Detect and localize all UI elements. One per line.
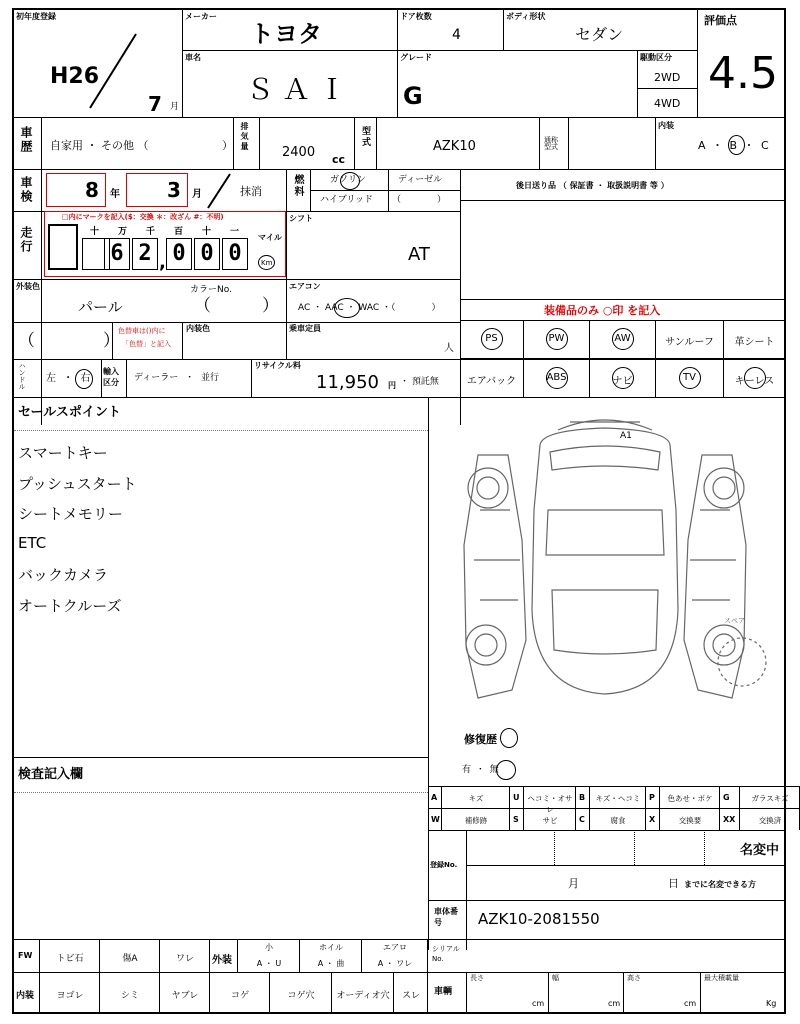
grade-label: グレード	[400, 53, 432, 62]
inspection-slash	[204, 172, 234, 210]
handle-value: 左 ・ 右	[46, 373, 91, 384]
color-no-label: カラーNo.	[190, 285, 232, 295]
ext-sub-opts: A ・ 曲	[317, 959, 345, 968]
legend-code: XX	[723, 815, 736, 824]
repair-value: 有 ・ 無	[462, 765, 499, 775]
legend-desc: 補修跡	[464, 816, 488, 825]
exterior-check-row	[14, 939, 428, 973]
inspection-month-unit: 月	[192, 189, 202, 200]
disp-value: 2400	[282, 145, 316, 160]
car-diagram	[430, 400, 784, 700]
odometer	[82, 224, 256, 273]
legend-desc: ヘコミ・オサレ	[527, 794, 573, 814]
dimensions-label: 車輌	[434, 987, 453, 997]
equipment-circle	[546, 367, 568, 389]
fuel-label: 燃料	[292, 174, 303, 198]
equipment-item: キーレス	[734, 376, 775, 387]
equipment-item: ナビ	[612, 376, 633, 387]
inspection-year-unit: 年	[110, 189, 120, 200]
reg-month: 7	[148, 92, 162, 116]
legend-desc: 交換済	[758, 816, 782, 825]
odo-unit-label: 十	[90, 227, 100, 237]
ext-item: ワレ	[175, 954, 194, 964]
odo-unit-label: 百	[174, 227, 184, 237]
repair-none-circle	[496, 760, 516, 780]
vin-value: AZK10-2081550	[478, 910, 600, 928]
history-label: 車歴	[19, 126, 33, 154]
era-year: H26	[50, 64, 100, 89]
maker-label: メーカー	[185, 12, 217, 21]
ext-label: 外装	[212, 955, 232, 966]
equipment-cell	[460, 320, 524, 359]
legend-desc: 腐食	[610, 816, 626, 825]
odo-digit: 0	[194, 238, 220, 270]
legend-code: C	[579, 815, 585, 824]
ext-item: 傷A	[122, 954, 138, 964]
legend-code: W	[431, 815, 440, 824]
legend-code: S	[513, 815, 519, 824]
interior-grade-circle	[728, 135, 745, 155]
legend-desc: キズ	[468, 794, 484, 803]
aircon-label: エアコン	[289, 282, 321, 291]
disp-label: 排気量	[240, 122, 249, 152]
odo-digit: 2	[132, 238, 158, 270]
equipment-circle	[612, 328, 634, 350]
int-item: オーディオ穴	[336, 991, 390, 1001]
equipment-circle	[481, 328, 503, 350]
weight-label: 最大積載量	[704, 974, 739, 982]
equipment-cell	[524, 359, 590, 398]
ext-sub-opts: A ・ ワレ	[377, 959, 413, 968]
legend-code: U	[513, 793, 520, 802]
repair-mark-circle	[500, 728, 518, 748]
equipment-item: 革シート	[734, 337, 775, 348]
recycle-label: リサイクル料	[254, 361, 301, 370]
registration-deadline: までに名変できる方	[684, 880, 756, 889]
red-note-1: 色替車は()内に	[118, 327, 166, 335]
damage-mark: A1	[620, 431, 632, 441]
legend-grid	[428, 786, 789, 830]
width-unit: cm	[608, 999, 621, 1008]
recycle-unit: 円	[388, 381, 396, 390]
equipment-item: サンルーフ	[665, 337, 714, 348]
equipment-item: PS	[485, 333, 498, 344]
dimensions-row	[428, 972, 786, 1014]
legend-code: X	[649, 815, 656, 824]
sales-points-list	[14, 442, 428, 752]
fuel-gasoline: ガソリン	[330, 175, 367, 185]
grade-value: G	[403, 82, 423, 110]
int-item: コゲ穴	[287, 991, 315, 1001]
inspection-month: 3	[167, 178, 181, 202]
equipment-grid	[460, 320, 786, 398]
name-value: ＳＡＩ	[246, 73, 355, 106]
legend-code: B	[579, 793, 586, 802]
registration-day-unit: 日	[668, 877, 679, 890]
auction-sheet	[12, 8, 789, 1014]
sales-points-rule	[14, 430, 428, 431]
height-unit: cm	[684, 999, 697, 1008]
int-item: スレ	[401, 991, 420, 1001]
odo-digit: 0	[222, 238, 248, 270]
doors-value: 4	[452, 27, 461, 43]
body-label: ボディ形状	[506, 12, 546, 21]
sales-points-title: セールスポイント	[18, 405, 121, 420]
aircon-value: AC ・ AAC ・ WAC ・（ ）	[298, 303, 441, 313]
legend-desc: ガラスキズ	[751, 794, 789, 803]
reg-month-unit: 月	[170, 102, 180, 112]
odo-digit: 0	[166, 238, 192, 270]
shift-value: AT	[408, 244, 430, 265]
sales-point-item: シートメモリー	[18, 505, 123, 523]
equipment-item: PW	[548, 333, 565, 344]
maker-value: トヨタ	[250, 20, 322, 48]
registration-month-unit: 月	[568, 877, 579, 890]
equipment-title: 装備品のみ ○印 を記入	[544, 304, 661, 317]
legend-desc: 色あせ・ボケ	[667, 794, 713, 803]
equipment-circle	[679, 367, 701, 389]
legend-desc: 交換要	[678, 816, 702, 825]
model-value: AZK10	[433, 139, 476, 154]
mile-label: マイル	[258, 233, 282, 242]
odo-unit-label: 一	[230, 227, 240, 237]
aircon-circle	[334, 298, 360, 318]
sales-point-item: スマートキー	[18, 444, 108, 462]
deposit-label: ・ 預託無	[400, 377, 439, 387]
interior-check-row	[14, 972, 428, 1014]
score-label: 評価点	[704, 14, 737, 27]
repair-label: 修復歴	[464, 733, 497, 746]
interior-color-label: 内装色	[186, 324, 210, 333]
slash-line	[84, 30, 144, 110]
first-reg-label: 初年度登録	[16, 12, 56, 21]
history-value: 自家用 ・ その他 （	[50, 139, 149, 152]
import-value: ディーラー ・ 並行	[134, 373, 220, 383]
equipment-circle	[612, 367, 634, 389]
shift-label: シフト	[289, 214, 313, 223]
equipment-item: TV	[683, 372, 696, 383]
km-circle	[258, 255, 275, 270]
sales-point-item: プッシュスタート	[18, 474, 137, 493]
ext-sub-label: ホイル	[319, 943, 343, 952]
capacity-unit: 人	[444, 343, 454, 354]
length-label: 長さ	[470, 974, 484, 982]
cancel-label: 抹消	[240, 185, 262, 198]
sales-point-item: オートクルーズ	[18, 596, 122, 615]
int-item: シミ	[120, 991, 139, 1001]
height-label: 高さ	[627, 974, 641, 982]
fuel-hybrid-paren: （ ）	[392, 195, 447, 205]
inspection-notes-rule	[14, 792, 428, 793]
inspection-notes-title: 検査記入欄	[18, 767, 84, 782]
drive-4wd: 4WD	[654, 97, 681, 110]
legend-desc: キズ・ヘコミ	[595, 794, 641, 803]
equipment-cell	[656, 320, 724, 359]
equipment-item: ABS	[546, 372, 567, 383]
recycle-value: 11,950	[316, 372, 379, 393]
equipment-item: エアバック	[466, 376, 517, 387]
interior-grade-label: 内装	[658, 121, 674, 130]
paren-box: （ ）	[18, 331, 120, 351]
fuel-diesel: ディーゼル	[398, 175, 443, 185]
interior-grades: A ・ B ・ C	[698, 139, 769, 152]
equipment-circle	[744, 367, 766, 389]
spare-label: スペア	[724, 617, 745, 625]
equipment-cell	[724, 359, 786, 398]
equipment-cell	[590, 320, 656, 359]
equipment-cell	[460, 359, 524, 398]
equipment-cell	[590, 359, 656, 398]
color-no-paren: （ ）	[194, 296, 279, 316]
mileage-note: □内にマークを記入($：交換 ＊：改ざん #：不明)	[62, 213, 224, 221]
drive-label: 駆動区分	[640, 53, 672, 62]
legend-code: P	[649, 793, 655, 802]
mileage-label: 走行	[19, 226, 33, 254]
length-unit: cm	[532, 999, 545, 1008]
ext-item: トビ石	[56, 954, 84, 964]
vin-label: 車体番号	[434, 907, 458, 927]
legend-code: G	[723, 793, 730, 802]
legend-code: A	[431, 793, 438, 802]
registration-label: 登録No.	[430, 861, 458, 869]
drive-2wd: 2WD	[654, 71, 681, 84]
sales-point-item: バックカメラ	[18, 566, 109, 584]
ext-sub-label: 小	[265, 943, 273, 952]
handle-label: ハンドル	[18, 362, 26, 390]
equipment-item: AW	[614, 333, 631, 344]
odo-unit-label: 千	[146, 227, 156, 237]
sales-point-item: ETC	[18, 533, 47, 552]
capacity-label: 乗車定員	[289, 324, 321, 333]
int-item: ヨゴレ	[56, 991, 84, 1001]
ext-sub-label: エアロ	[383, 943, 407, 952]
equipment-cell	[724, 320, 786, 359]
exterior-color-value: パール	[78, 298, 123, 316]
handle-circle	[75, 369, 93, 389]
fuel-hybrid: ハイブリッド	[320, 195, 374, 205]
fw-label: FW	[18, 951, 33, 960]
serial-label: シリアルNo.	[432, 945, 460, 963]
history-close: ）	[222, 139, 233, 152]
equipment-circle	[546, 328, 568, 350]
later-items: 後日送り品 （ 保証書 ・ 取扱説明書 等 ）	[516, 181, 669, 190]
legend-desc: サビ	[542, 816, 558, 825]
ext-sub-opts: A ・ U	[256, 959, 282, 968]
import-label: 輸入区分	[103, 367, 119, 387]
fuel-gasoline-circle	[340, 172, 360, 190]
exterior-color-label: 外装色	[16, 282, 40, 291]
body-value: セダン	[575, 25, 624, 44]
mileage-mark-box[interactable]	[48, 224, 78, 270]
width-label: 幅	[552, 974, 559, 982]
weight-unit: Kg	[766, 999, 777, 1008]
odo-unit-label: 十	[202, 227, 212, 237]
odo-unit-label: 万	[118, 227, 128, 237]
score-value: 4.5	[708, 48, 778, 99]
int-item: コゲ	[230, 991, 249, 1001]
doors-label: ドア枚数	[400, 12, 432, 21]
inspection-label: 車検	[19, 176, 33, 204]
disp-unit: cc	[332, 153, 346, 166]
red-note-2: 「色替」と記入	[122, 340, 171, 348]
int-label: 内装	[16, 991, 35, 1001]
equipment-cell	[656, 359, 724, 398]
name-label: 車名	[185, 53, 201, 62]
odo-digit: 6	[104, 238, 130, 270]
common-model-label: 通称型式	[544, 136, 558, 151]
name-change-label: 名変中	[740, 843, 780, 858]
odo-separator: ,	[159, 252, 166, 273]
equipment-cell	[524, 320, 590, 359]
model-label: 型式	[360, 126, 370, 148]
int-item: ヤブレ	[171, 991, 199, 1001]
km-label: Km	[261, 259, 273, 267]
inspection-year: 8	[85, 178, 99, 202]
